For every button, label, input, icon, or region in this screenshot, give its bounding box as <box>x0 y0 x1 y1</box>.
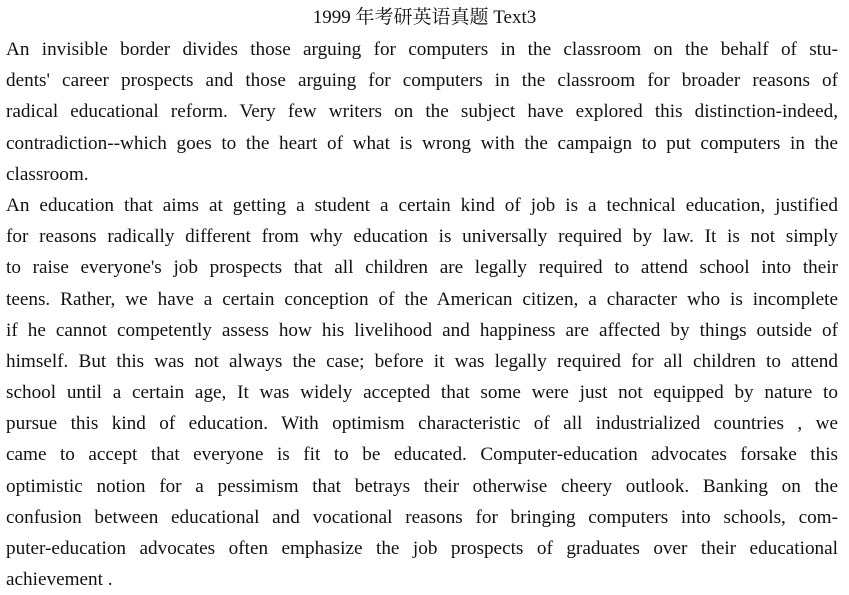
text-line: optimistic notion for a pessimism that betrays their otherwise cheery outlook. Banking on the <box>6 475 838 497</box>
document-body <box>6 34 838 595</box>
text-line: dents' career prospects and those arguing for computers in the classroom for broader reasons of <box>6 70 838 92</box>
text-line: if he cannot competently assess how his livelihood and happiness are affected by things outside of <box>6 319 838 341</box>
text-line: puter-education advocates often emphasize the job prospects of graduates over their educational <box>6 538 838 559</box>
text-line: classroom. <box>6 163 89 185</box>
paragraph-2 <box>6 190 838 595</box>
paragraph-1 <box>6 34 838 190</box>
text-line: teens. Rather, we have a certain conception of the American citizen, a character who is incomplete <box>6 288 838 310</box>
text-line: to raise everyone's job prospects that all children are legally required to attend school into their <box>6 257 838 279</box>
text-line: confusion between educational and vocational reasons for bringing computers into schools, com- <box>6 506 838 528</box>
text-line: An education that aims at getting a student a certain kind of job is a technical education, justified <box>6 194 838 216</box>
text-line: An invisible border divides those arguing for computers in the classroom on the behalf of stu- <box>6 39 838 60</box>
text-line: came to accept that everyone is fit to be educated. Computer-education advocates forsake this <box>6 444 838 466</box>
text-line: for reasons radically different from why education is universally required by law. It is not simply <box>6 226 838 248</box>
document-title: 1999 年考研英语真题 Text3 <box>312 7 537 28</box>
text-line: school until a certain age, It was widely accepted that some were just not equipped by nature to <box>6 382 838 404</box>
text-line: achievement . <box>6 569 113 591</box>
text-line: himself. But this was not always the case; before it was legally required for all children to attend <box>6 350 838 372</box>
text-line: contradiction--which goes to the heart of what is wrong with the campaign to put computers in the <box>6 132 838 154</box>
text-line: pursue this kind of education. With optimism characteristic of all industrialized countries , we <box>6 413 838 435</box>
text-line: radical educational reform. Very few writers on the subject have explored this distinction-indeed, <box>6 101 838 123</box>
